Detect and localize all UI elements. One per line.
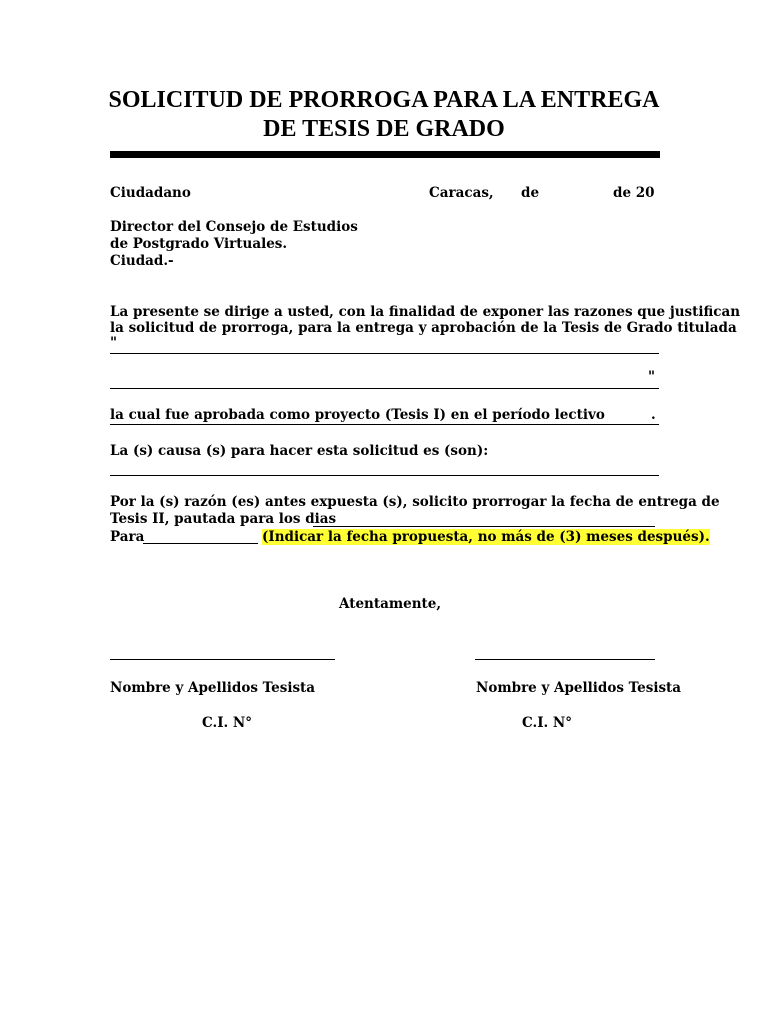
para-label: Para bbox=[110, 529, 145, 545]
date-de-label: de bbox=[521, 185, 540, 201]
approved-end: . bbox=[651, 407, 656, 423]
signature-label-left: Nombre y Apellidos Tesista bbox=[110, 680, 316, 696]
approved-text: la cual fue aprobada como proyecto (Tesis I) en el período lectivo bbox=[110, 407, 605, 423]
close-quote: " bbox=[648, 369, 656, 385]
highlight-note: (Indicar la fecha propuesta, no más de (3) meses después). bbox=[262, 529, 710, 545]
date-year-label: de 20 bbox=[613, 185, 655, 201]
recipient-line-3: Ciudad.- bbox=[110, 253, 174, 269]
signature-line-left bbox=[110, 659, 335, 660]
open-quote: " bbox=[110, 335, 118, 351]
body-para2-line1: Por la (s) razón (es) antes expuesta (s), solicito prorrogar la fecha de entrega de bbox=[110, 494, 720, 510]
closing-text: Atentamente, bbox=[339, 596, 442, 612]
thesis-title-line-1 bbox=[110, 353, 659, 354]
ci-label-right: C.I. N° bbox=[522, 715, 573, 731]
period-line bbox=[110, 424, 659, 425]
title-line-1: SOLICITUD DE PRORROGA PARA LA ENTREGA bbox=[108, 87, 660, 113]
dates-line bbox=[313, 526, 655, 527]
proposed-date-line bbox=[143, 543, 258, 544]
title-line-2: DE TESIS DE GRADO bbox=[263, 116, 505, 142]
causes-line bbox=[110, 475, 659, 476]
addressee-label: Ciudadano bbox=[110, 185, 191, 201]
recipient-line-2: de Postgrado Virtuales. bbox=[110, 236, 288, 252]
body-para2-line2: Tesis II, pautada para los dias bbox=[110, 511, 337, 527]
recipient-line-1: Director del Consejo de Estudios bbox=[110, 219, 358, 235]
thesis-title-line-2 bbox=[110, 388, 659, 389]
body-para1-line1: La presente se dirige a usted, con la finalidad de exponer las razones que justifican bbox=[110, 304, 741, 320]
signature-label-right: Nombre y Apellidos Tesista bbox=[476, 680, 682, 696]
causes-label: La (s) causa (s) para hacer esta solicitud es (son): bbox=[110, 443, 489, 459]
document-title bbox=[0, 86, 768, 144]
signature-line-right bbox=[475, 659, 655, 660]
title-rule bbox=[110, 151, 660, 158]
ci-label-left: C.I. N° bbox=[202, 715, 253, 731]
body-para1-line2: la solicitud de prorroga, para la entrega y aprobación de la Tesis de Grado titulada bbox=[110, 320, 737, 336]
city-label: Caracas, bbox=[429, 185, 494, 201]
